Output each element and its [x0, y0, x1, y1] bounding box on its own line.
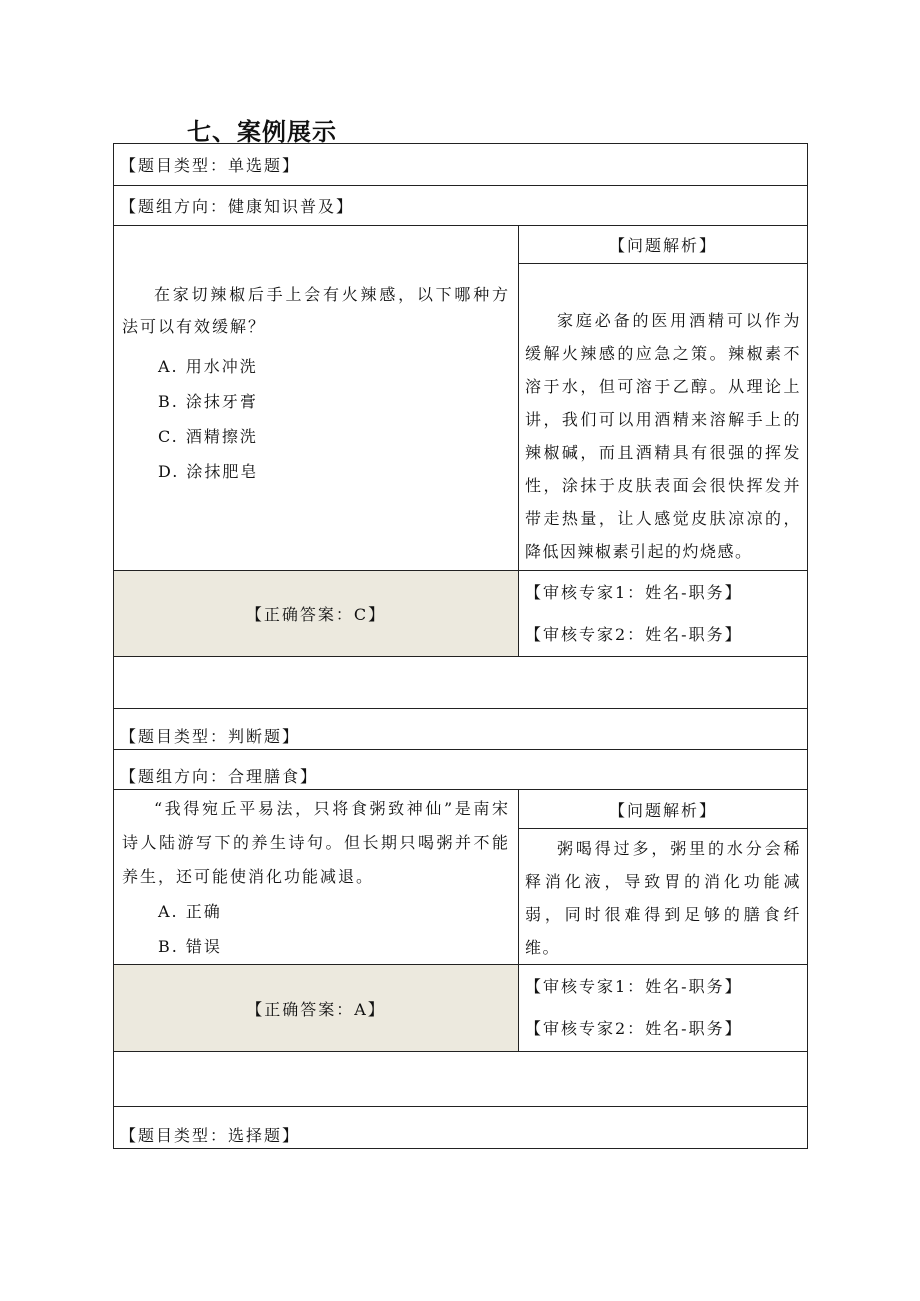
question-text: “我得宛丘平易法，只将食粥致神仙”是南宋诗人陆游写下的养生诗句。但长期只喝粥并不能养生，还可能使消化功能减退。: [122, 799, 510, 886]
expert-1: 【审核专家1：姓名-职务】: [525, 977, 743, 996]
expert-cell: [519, 965, 808, 1052]
expert-2: 【审核专家2：姓名-职务】: [525, 624, 743, 644]
section-title: 七、案例展示: [187, 118, 337, 146]
analysis-title: 【问题解析】: [519, 790, 808, 829]
question-direction-label: 【题组方向：健康知识普及】: [114, 186, 808, 226]
correct-answer: 【正确答案：C】: [114, 571, 519, 657]
question-direction-label: 【题组方向：合理膳食】: [114, 750, 808, 790]
analysis-cell: [519, 829, 808, 965]
question-cell: [114, 790, 519, 965]
spacer-row: [114, 1052, 808, 1107]
expert-1: 【审核专家1：姓名-职务】: [525, 582, 743, 602]
question-type-label: 【题目类型：判断题】: [114, 709, 808, 750]
case-3-type-row: [114, 1107, 808, 1149]
case-table: [113, 143, 808, 1149]
question-type-label: 【题目类型：单选题】: [114, 144, 808, 186]
option-a: A. 用水冲洗: [158, 357, 258, 376]
option-d: D. 涂抹肥皂: [158, 462, 259, 481]
question-text: 在家切辣椒后手上会有火辣感，以下哪种方法可以有效缓解？: [122, 285, 510, 336]
case-1-direction-row: [114, 186, 808, 226]
option-b: B. 涂抹牙膏: [158, 392, 258, 411]
expert-2: 【审核专家2：姓名-职务】: [525, 1019, 743, 1038]
case-2-direction-row: [114, 750, 808, 790]
spacer-row: [114, 657, 808, 709]
option-c: C. 酒精擦洗: [158, 427, 258, 446]
expert-cell: [519, 571, 808, 657]
analysis-cell: [519, 264, 808, 571]
correct-answer: 【正确答案：A】: [114, 965, 519, 1052]
analysis-text: 粥喝得过多，粥里的水分会稀释消化液，导致胃的消化功能减弱，同时很难得到足够的膳食纤维。: [525, 839, 802, 957]
case-1-type-row: [114, 144, 808, 186]
analysis-title: 【问题解析】: [519, 226, 808, 264]
option-b: B. 错误: [158, 937, 222, 956]
question-cell: [114, 226, 519, 571]
case-2-type-row: [114, 709, 808, 750]
question-type-label: 【题目类型：选择题】: [114, 1107, 808, 1149]
option-a: A. 正确: [158, 902, 222, 921]
analysis-text: 家庭必备的医用酒精可以作为缓解火辣感的应急之策。辣椒素不溶于水，但可溶于乙醇。从理论上讲，我们可以用酒精来溶解手上的辣椒碱，而且酒精具有很强的挥发性，涂抹于皮肤表面会很快挥发并带走热量，让人感觉皮肤凉凉的，降低因辣椒素引起的灼烧感。: [525, 311, 802, 561]
